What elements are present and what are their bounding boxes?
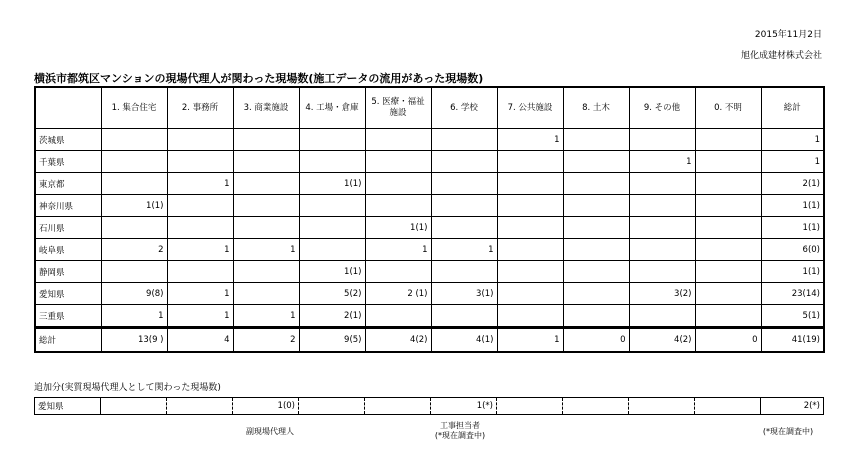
count-cell — [299, 195, 365, 217]
count-cell — [233, 129, 299, 151]
count-cell — [101, 398, 167, 415]
count-cell — [497, 283, 563, 305]
count-cell — [629, 305, 695, 328]
note-engineer-line2: (*現在調査中) — [434, 431, 486, 440]
count-cell — [101, 261, 167, 283]
count-cell — [365, 129, 431, 151]
count-cell — [167, 151, 233, 173]
count-cell: 23(14) — [761, 283, 824, 305]
count-cell: 9(8) — [101, 283, 167, 305]
count-cell — [167, 129, 233, 151]
count-cell: 1(1) — [365, 217, 431, 239]
count-cell — [563, 173, 629, 195]
count-cell — [365, 195, 431, 217]
count-cell — [497, 173, 563, 195]
table-row — [35, 217, 824, 239]
column-header: 6. 学校 — [431, 87, 497, 129]
prefecture-cell: 三重県 — [35, 305, 101, 328]
total-cell: 41(19) — [761, 328, 824, 353]
count-cell — [299, 217, 365, 239]
count-cell — [365, 305, 431, 328]
count-cell: 1 — [497, 129, 563, 151]
company-name: 旭化成建材株式会社 — [740, 51, 822, 61]
count-cell: 3(1) — [431, 283, 497, 305]
prefecture-cell: 石川県 — [35, 217, 101, 239]
count-cell: 1 — [629, 151, 695, 173]
count-cell: 2 (1) — [365, 283, 431, 305]
count-cell: 3(2) — [629, 283, 695, 305]
count-cell — [431, 217, 497, 239]
note-engineer-line1: 工事担当者 — [440, 421, 480, 430]
count-cell — [695, 173, 761, 195]
count-cell — [497, 261, 563, 283]
count-cell — [563, 283, 629, 305]
count-cell: 1 — [167, 239, 233, 261]
count-cell: 1(1) — [761, 217, 824, 239]
count-cell — [563, 261, 629, 283]
report-date: 2015年11月2日 — [754, 30, 822, 40]
column-header: 5. 医療・福祉施設 — [365, 87, 431, 129]
total-cell: 4(2) — [629, 328, 695, 353]
count-cell: 1(1) — [299, 261, 365, 283]
count-cell — [497, 305, 563, 328]
count-cell — [695, 305, 761, 328]
count-cell — [233, 217, 299, 239]
count-cell — [101, 173, 167, 195]
count-cell: 1 — [431, 239, 497, 261]
count-cell — [695, 217, 761, 239]
count-cell — [167, 195, 233, 217]
total-row — [35, 328, 824, 353]
column-header: 2. 事務所 — [167, 87, 233, 129]
prefecture-cell: 茨城県 — [35, 129, 101, 151]
count-cell — [431, 261, 497, 283]
total-cell: 4(1) — [431, 328, 497, 353]
total-cell: 0 — [695, 328, 761, 353]
table-row — [35, 151, 824, 173]
count-cell: 2(*) — [761, 398, 824, 415]
total-label: 総計 — [35, 328, 101, 353]
count-cell — [167, 398, 233, 415]
total-cell: 13(9 ) — [101, 328, 167, 353]
count-cell: 5(1) — [761, 305, 824, 328]
table-row — [35, 173, 824, 195]
count-cell — [497, 217, 563, 239]
total-cell: 9(5) — [299, 328, 365, 353]
count-cell — [101, 129, 167, 151]
count-cell — [497, 239, 563, 261]
count-cell — [365, 398, 431, 415]
count-cell — [431, 151, 497, 173]
count-cell: 1 — [761, 151, 824, 173]
column-header: 0. 不明 — [695, 87, 761, 129]
count-cell: 1 — [101, 305, 167, 328]
count-cell — [299, 398, 365, 415]
count-cell: 1 — [167, 173, 233, 195]
count-cell: 5(2) — [299, 283, 365, 305]
count-cell: 1 — [167, 283, 233, 305]
additional-title: 追加分(実質現場代理人として関わった現場数) — [34, 383, 221, 393]
prefecture-cell: 愛知県 — [35, 398, 101, 415]
count-cell: 1(1) — [761, 261, 824, 283]
count-cell: 2 — [101, 239, 167, 261]
count-cell: 1 — [365, 239, 431, 261]
count-cell — [629, 173, 695, 195]
count-cell: 1 — [233, 239, 299, 261]
prefecture-cell: 神奈川県 — [35, 195, 101, 217]
table-row — [35, 305, 824, 328]
count-cell: 2(1) — [761, 173, 824, 195]
column-header: 総計 — [761, 87, 824, 129]
column-header: 9. その他 — [629, 87, 695, 129]
table-row — [35, 283, 824, 305]
page-title: 横浜市都筑区マンションの現場代理人が関わった現場数(施工データの流用があった現場数) — [34, 72, 484, 85]
count-cell — [563, 239, 629, 261]
additional-table — [34, 397, 824, 415]
column-header: 8. 土木 — [563, 87, 629, 129]
count-cell — [365, 151, 431, 173]
column-header: 3. 商業施設 — [233, 87, 299, 129]
count-cell — [233, 261, 299, 283]
count-cell — [629, 261, 695, 283]
count-cell: 1 — [761, 129, 824, 151]
count-cell — [695, 239, 761, 261]
total-cell: 2 — [233, 328, 299, 353]
count-cell — [695, 151, 761, 173]
count-cell — [629, 129, 695, 151]
count-cell — [101, 151, 167, 173]
column-header: 7. 公共施設 — [497, 87, 563, 129]
count-cell — [431, 195, 497, 217]
note-sub-agent: 副現場代理人 — [246, 427, 294, 436]
count-cell — [299, 129, 365, 151]
table-row — [35, 239, 824, 261]
count-cell — [563, 217, 629, 239]
prefecture-cell: 東京都 — [35, 173, 101, 195]
total-cell: 4(2) — [365, 328, 431, 353]
count-cell — [695, 283, 761, 305]
site-count-table — [34, 86, 825, 353]
count-cell — [431, 305, 497, 328]
count-cell — [365, 261, 431, 283]
count-cell — [695, 195, 761, 217]
count-cell — [497, 151, 563, 173]
column-header: 1. 集合住宅 — [101, 87, 167, 129]
prefecture-cell: 静岡県 — [35, 261, 101, 283]
count-cell — [233, 151, 299, 173]
count-cell — [431, 129, 497, 151]
table-row — [35, 261, 824, 283]
count-cell — [563, 398, 629, 415]
total-cell: 4 — [167, 328, 233, 353]
note-engineer — [420, 421, 500, 441]
count-cell — [167, 261, 233, 283]
count-cell — [365, 173, 431, 195]
count-cell: 1(1) — [299, 173, 365, 195]
count-cell — [233, 195, 299, 217]
total-cell: 1 — [497, 328, 563, 353]
count-cell — [629, 398, 695, 415]
table-header-row — [35, 87, 824, 129]
count-cell — [497, 195, 563, 217]
prefecture-cell: 千葉県 — [35, 151, 101, 173]
count-cell — [563, 305, 629, 328]
table-row — [35, 195, 824, 217]
count-cell — [233, 283, 299, 305]
note-total: (*現在調査中) — [762, 427, 814, 436]
table-row — [35, 129, 824, 151]
count-cell — [299, 151, 365, 173]
count-cell — [629, 217, 695, 239]
column-header: 4. 工場・倉庫 — [299, 87, 365, 129]
prefecture-cell: 愛知県 — [35, 283, 101, 305]
count-cell — [563, 151, 629, 173]
count-cell — [563, 129, 629, 151]
count-cell — [497, 398, 563, 415]
count-cell: 1(*) — [431, 398, 497, 415]
additional-row — [35, 398, 824, 415]
count-cell: 2(1) — [299, 305, 365, 328]
count-cell — [101, 217, 167, 239]
count-cell: 1(1) — [761, 195, 824, 217]
count-cell: 6(0) — [761, 239, 824, 261]
count-cell: 1 — [167, 305, 233, 328]
count-cell — [299, 239, 365, 261]
count-cell — [563, 195, 629, 217]
column-header — [35, 87, 101, 129]
count-cell — [695, 261, 761, 283]
count-cell — [695, 398, 761, 415]
count-cell — [629, 195, 695, 217]
count-cell — [167, 217, 233, 239]
count-cell: 1(1) — [101, 195, 167, 217]
count-cell — [629, 239, 695, 261]
count-cell: 1 — [233, 305, 299, 328]
count-cell — [431, 173, 497, 195]
count-cell — [695, 129, 761, 151]
count-cell: 1(0) — [233, 398, 299, 415]
total-cell: 0 — [563, 328, 629, 353]
count-cell — [233, 173, 299, 195]
prefecture-cell: 岐阜県 — [35, 239, 101, 261]
